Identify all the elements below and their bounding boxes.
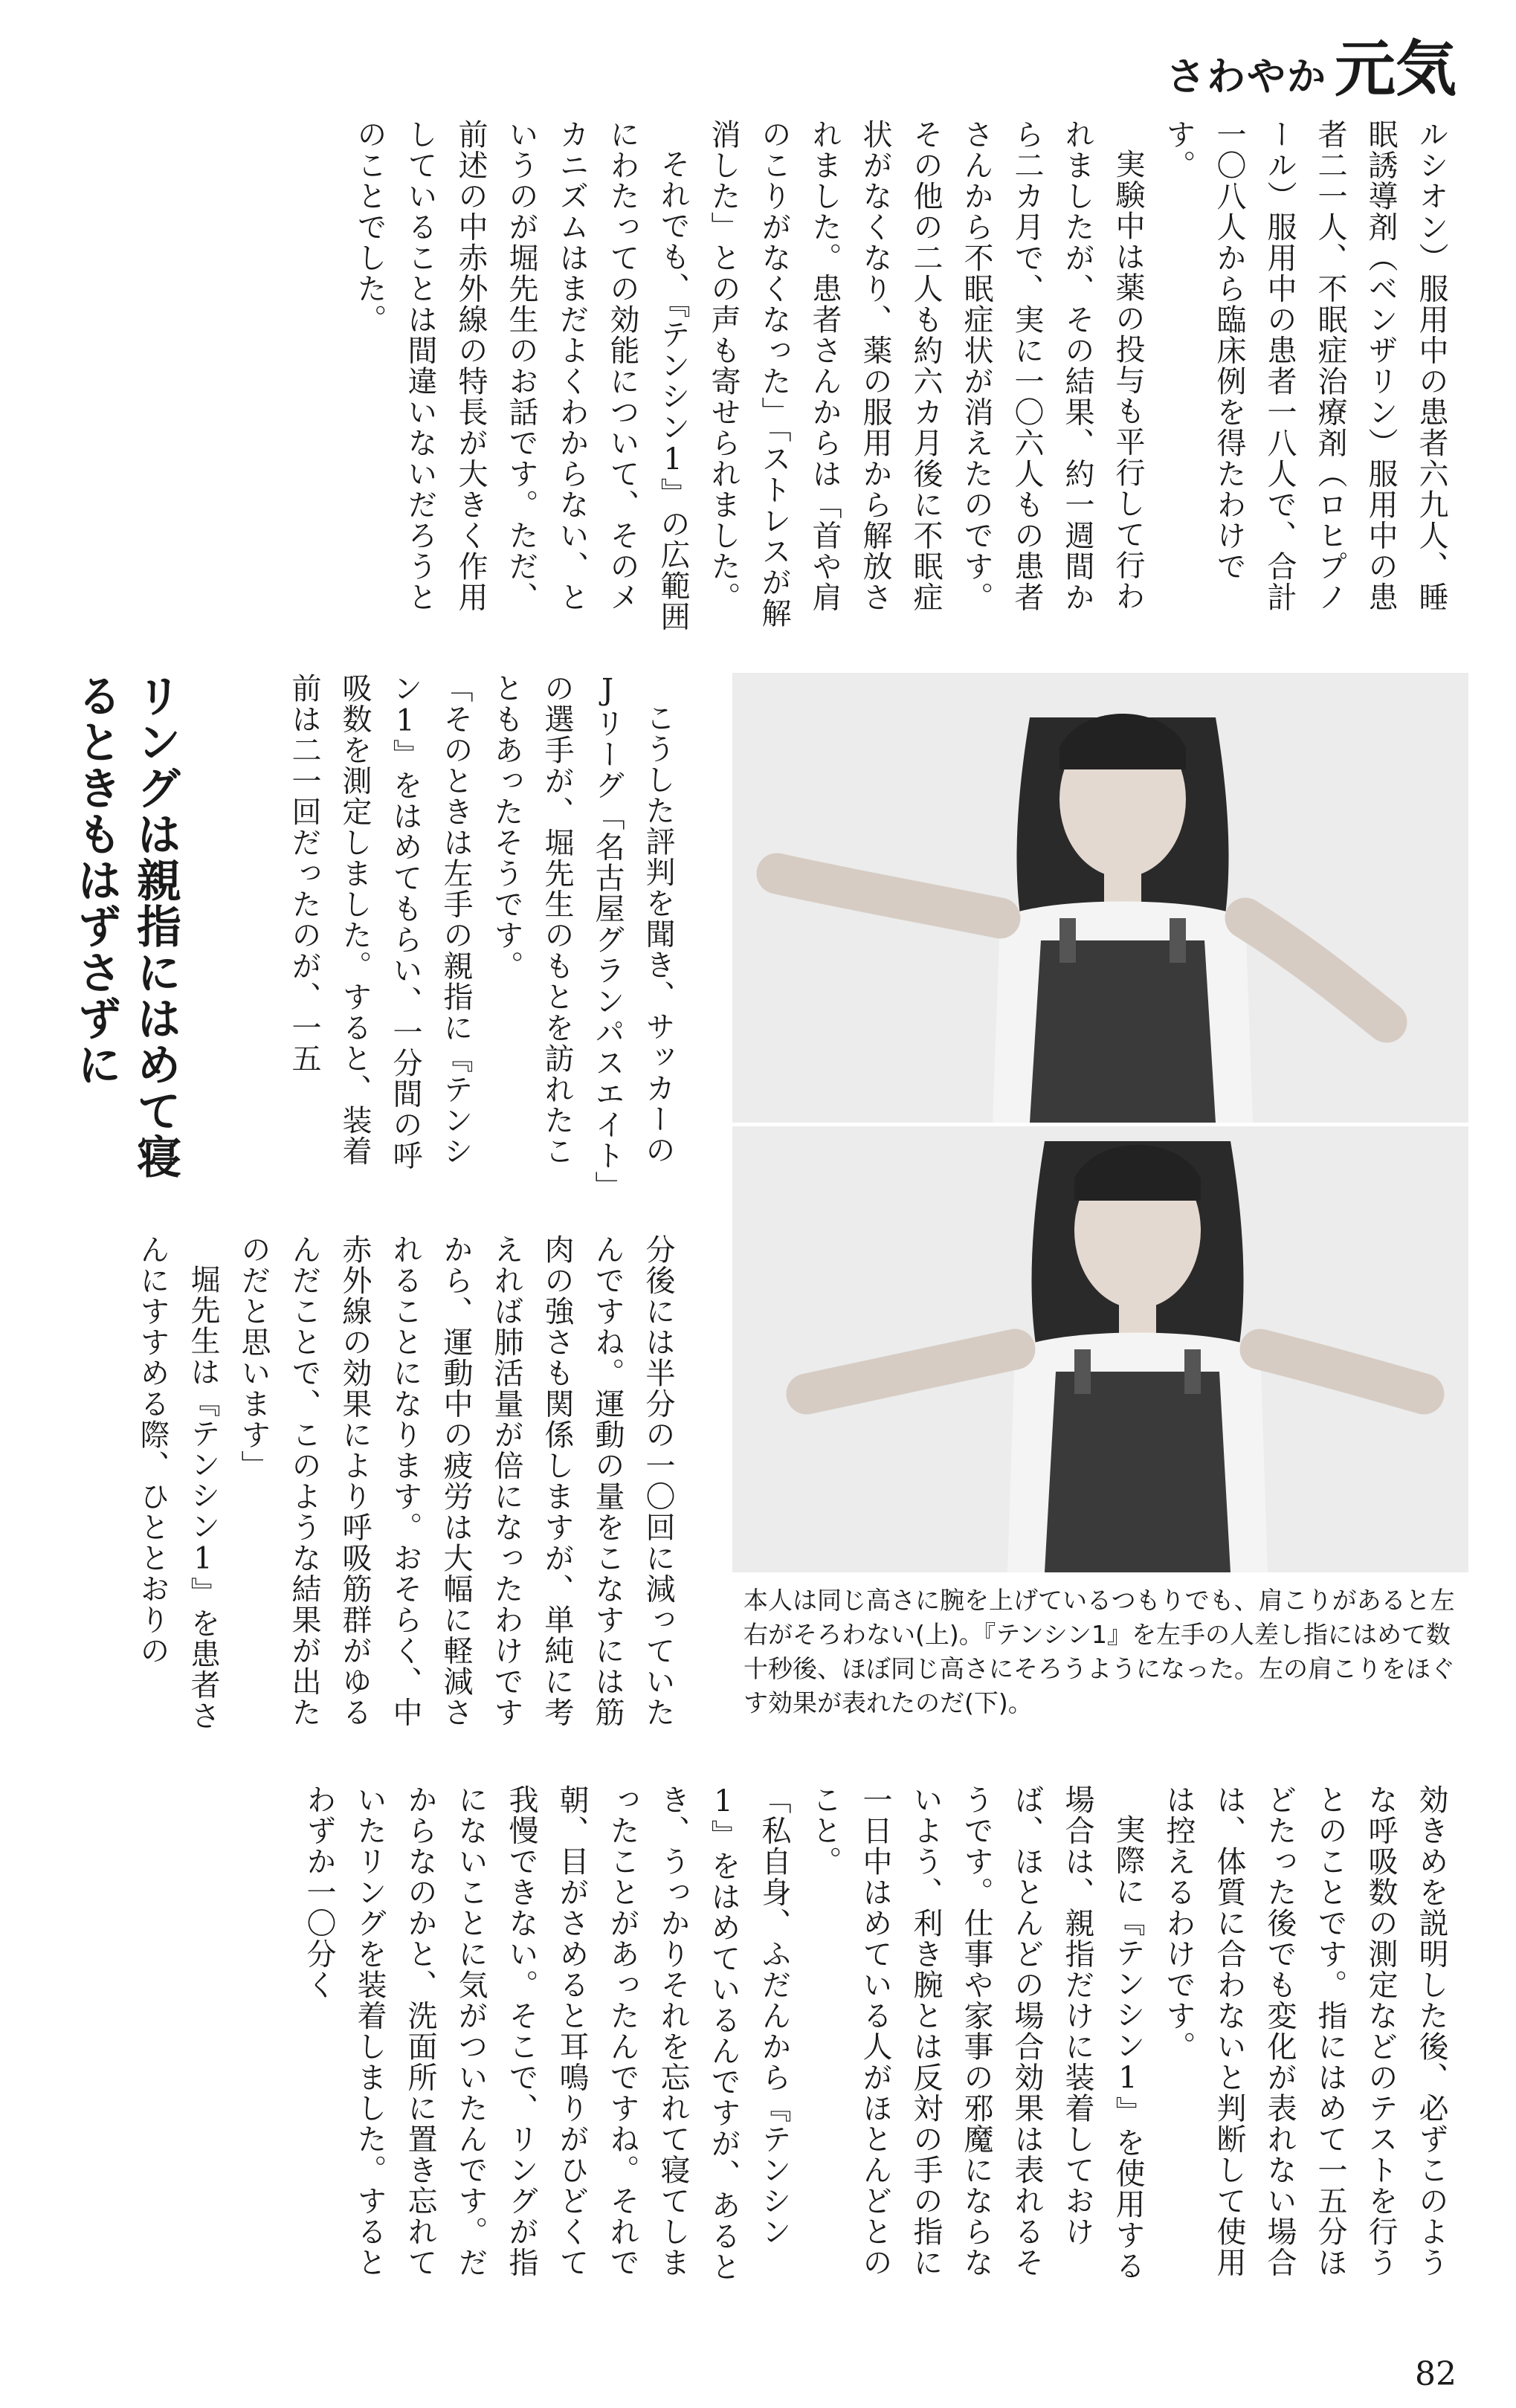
paragraph: ルシオン）服用中の患者六九人、睡眠誘導剤（ベンザリン）服用中の患者二一人、不眠症治療剤（ロヒプノール）服用中の患者一八人で、合計一〇八人から臨床例を得たわけです。 <box>1161 119 1448 613</box>
paragraph: 実験中は薬の投与も平行して行われましたが、その結果、約一週間から二カ月で、実に一〇六人もの患者さんから不眠症状が消えたのです。その他の二人も約六カ月後に不眠症状がなくなり、薬の服用から解放されました。患者さんからは「首や肩のこりがなくなった」「ストレスが解消した」との声も寄せられました。 <box>706 119 1145 629</box>
paragraph: 「そのときは左手の親指に『テンシン1』をはめてもらい、一分間の呼吸数を測定しました。すると、装着前は二一回だったのが、一五 <box>287 673 473 1171</box>
paragraph: それでも、『テンシン1』の広範囲にわたっての効能について、そのメカニズムはまだよくわからない、というのが堀先生のお話です。ただ、前述の中赤外線の特長が大きく作用していることは間違いないだろうとのことでした。 <box>352 119 690 632</box>
paragraph: こうした評判を聞き、サッカーのJリーグ「名古屋グランパスエイト」の選手が、堀先生のもとを訪れたこともあったそうです。 <box>489 673 675 1187</box>
photo-top <box>732 673 1468 1123</box>
paragraph: 実際に『テンシン1』を使用する場合は、親指だけに装着しておけば、ほとんどの場合効果は表れるそうです。仕事や家事の邪魔にならないよう、利き腕とは反対の手の指に一日中はめている人がほとんどとのこと。 <box>807 1784 1145 2282</box>
middle-text-block <box>29 673 683 1193</box>
header-subtitle: さわやか <box>1166 55 1327 100</box>
paragraph: 効きめを説明した後、必ずこのような呼吸数の測定などのテストを行うとのことです。指にはめて一五分ほどたった後でも変化が表れない場合は、体質に合わないと判断して使用は控えるわけです。 <box>1161 1784 1448 2278</box>
paragraph: 分後には半分の一〇回に減っていたんですね。運動の量をこなすには筋肉の強さも関係しますが、単純に考えれば肺活量が倍になったわけですから、運動中の疲労は大幅に軽減されることになります。おそらく、中赤外線の効果により呼吸筋群がゆるんだことで、このような結果が出たのだと思います」 <box>236 1234 675 1728</box>
bottom-text-block <box>29 1784 1457 2297</box>
page-header <box>1166 21 1457 105</box>
photo-bottom-illustration <box>732 1126 1468 1572</box>
photo-bottom <box>732 1126 1468 1572</box>
photo-top-illustration <box>732 673 1468 1123</box>
paragraph: 「私自身、ふだんから『テンシン1』をはめているんですが、あるとき、うっかりそれを忘れて寝てしまったことがあったんですね。それで朝、目がさめると耳鳴りがひどくて我慢できない。そこで、リングが指にないことに気がついたんです。だからなのかと、洗面所に置き忘れていたリングを装着しました。するとわずか一〇分く <box>302 1784 791 2282</box>
header-title: 元気 <box>1334 34 1457 105</box>
lower-middle-text-block <box>29 1234 683 1755</box>
page-number: 82 <box>1415 2355 1457 2393</box>
paragraph: 堀先生は『テンシン1』を患者さんにすすめる際、ひととおりの <box>135 1234 220 1731</box>
photo-caption: 本人は同じ高さに腕を上げているつもりでも、肩こりがあると左右がそろわない(上)。『テンシン1』を左手の人差し指にはめて数十秒後、ほぼ同じ高さにそろうようになった。左の肩こりをほぐす効果が表れたのだ(下)。 <box>744 1586 1455 1717</box>
section-heading: リングは親指にはめて寝るときもはずさずに <box>70 673 181 1180</box>
top-text-block <box>29 119 1457 632</box>
